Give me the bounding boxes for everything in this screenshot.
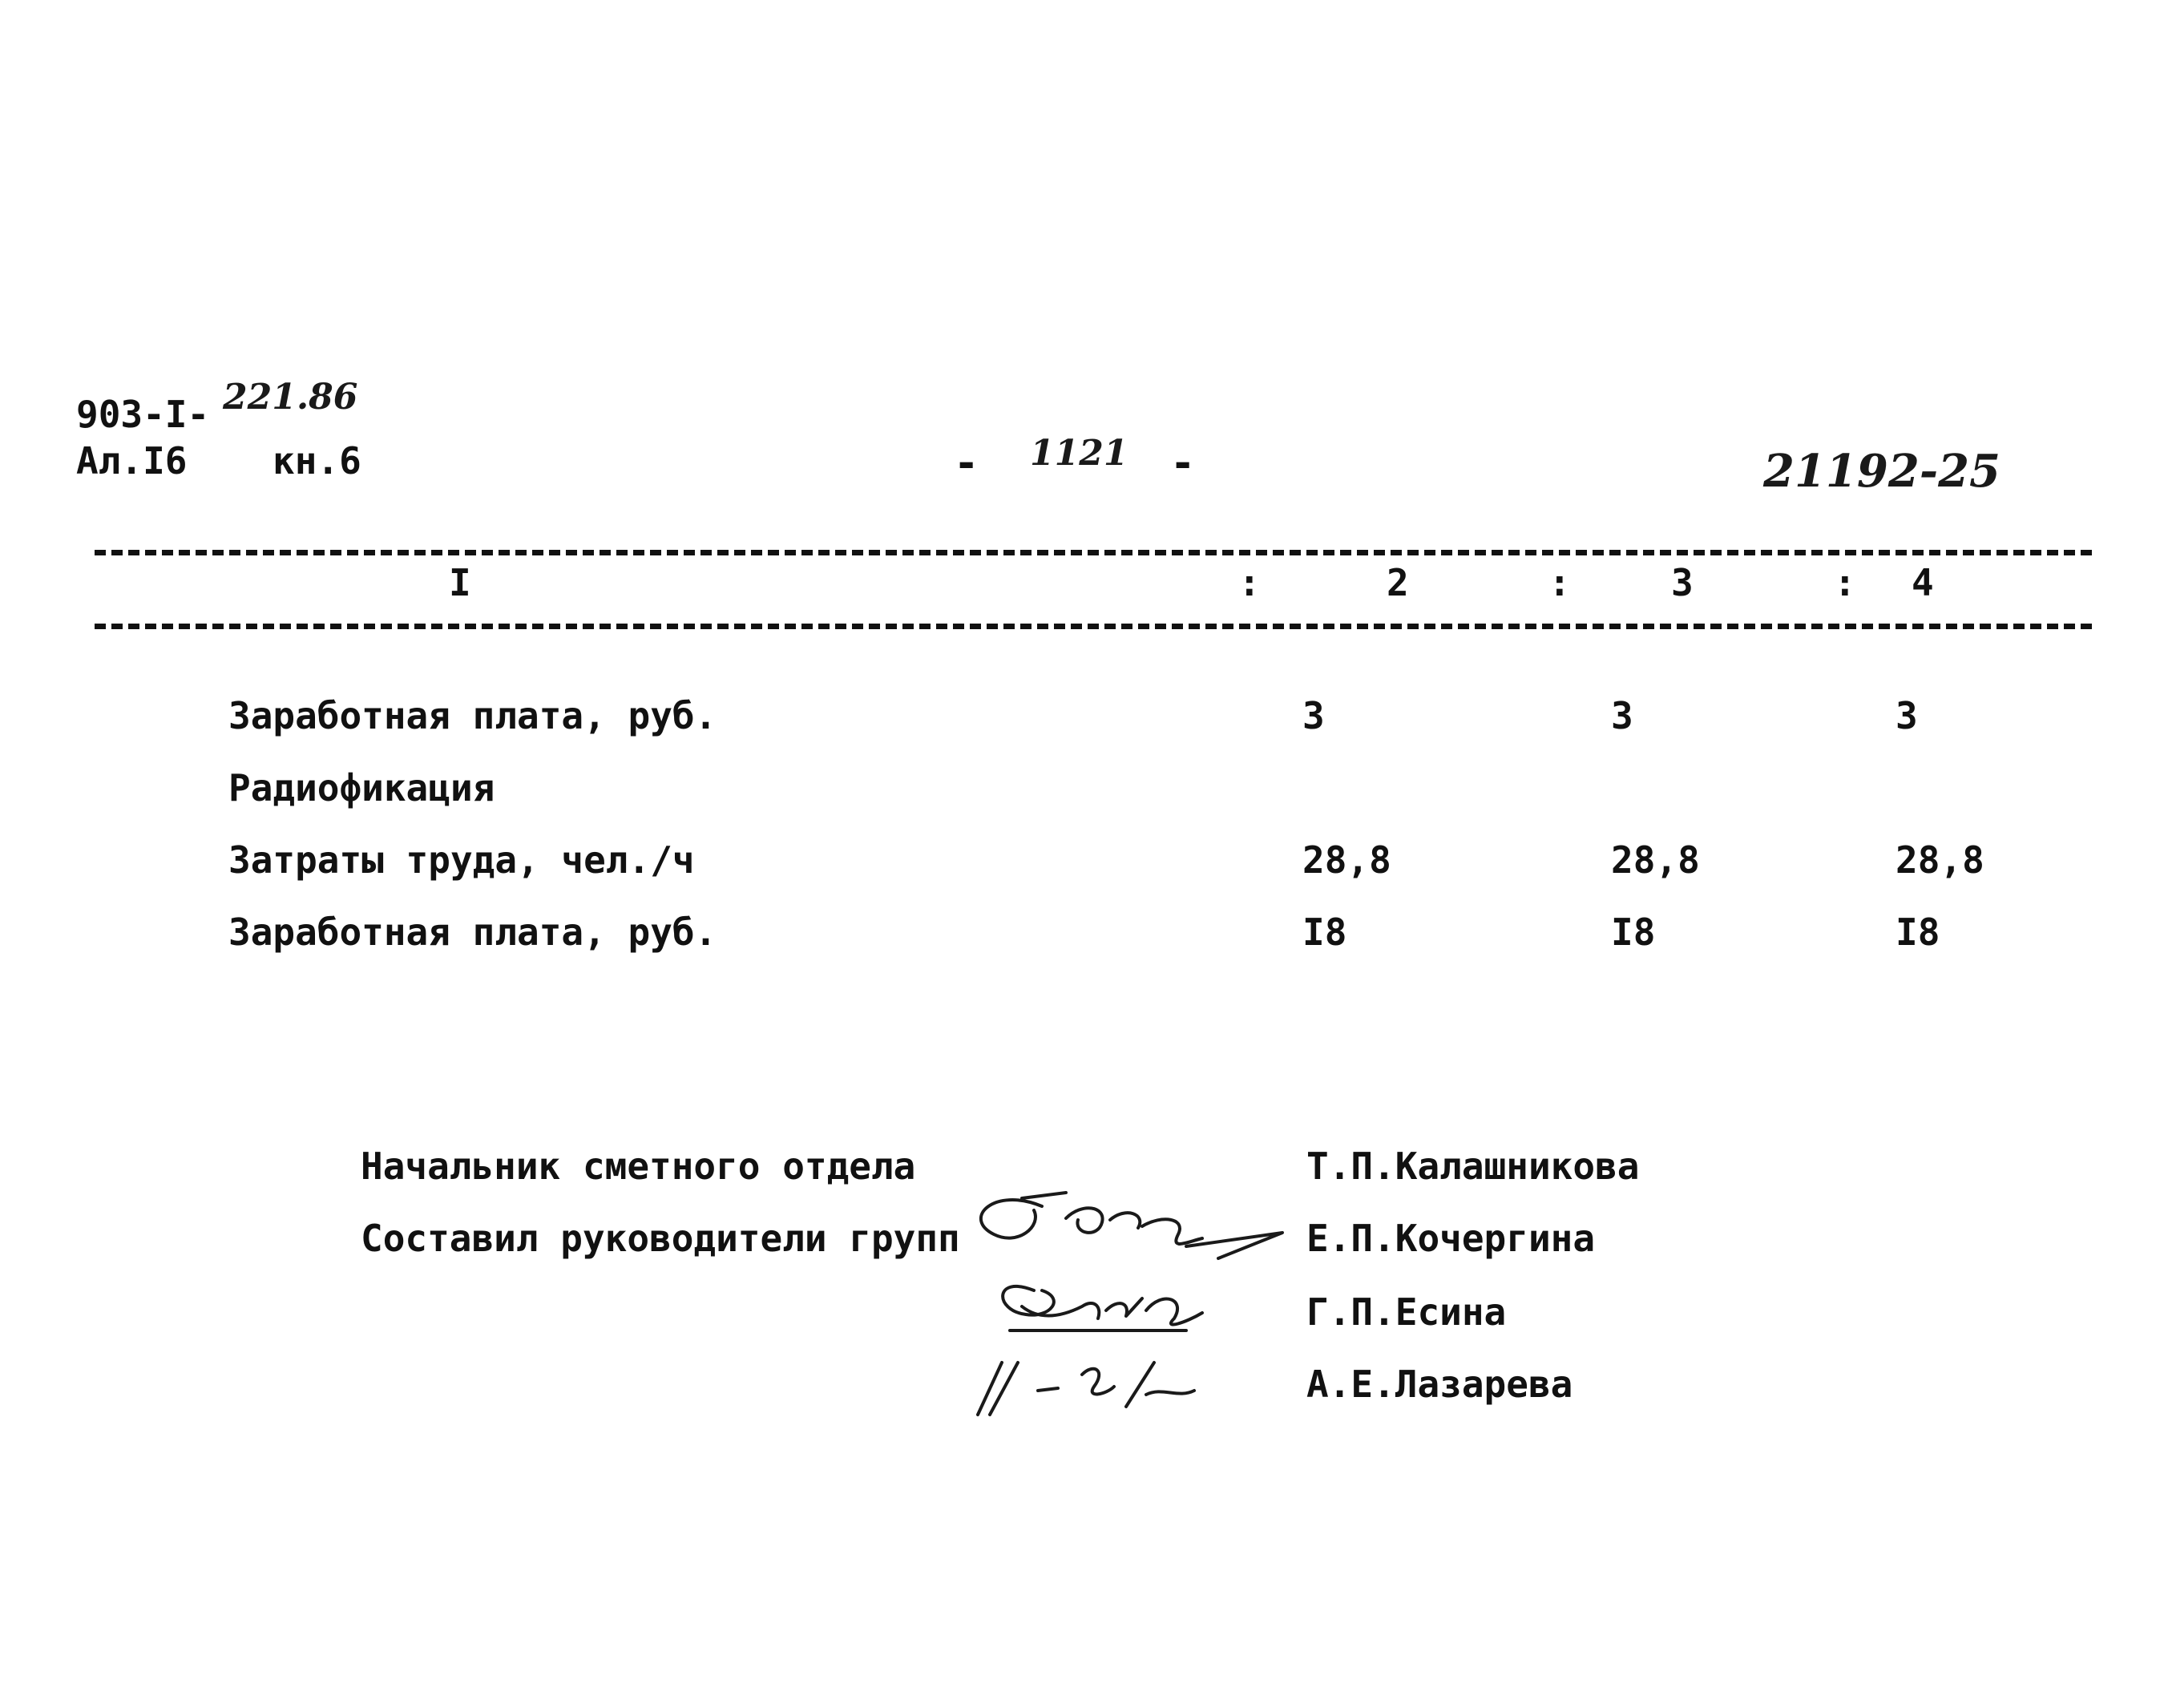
signature-role-compiled-by: Составил руководители групп xyxy=(361,1217,960,1260)
signature-role-head-of-department: Начальник сметного отдела xyxy=(361,1145,916,1188)
row-label: Затраты труда, чел./ч xyxy=(228,838,695,882)
cell-value: 28,8 xyxy=(1611,838,1700,882)
row-label: Заработная плата, руб. xyxy=(228,694,717,737)
cell-value: 28,8 xyxy=(1896,838,1984,882)
page-number-dash-right: - xyxy=(1170,439,1196,487)
archive-number: 21192-25 xyxy=(1763,445,2000,498)
row-label: Заработная плата, руб. xyxy=(228,911,717,954)
table-header-bottom-rule xyxy=(95,624,2092,629)
column-separator: : xyxy=(1548,561,1571,604)
signatory-name: Г.П.Есина xyxy=(1306,1290,1507,1334)
column-separator: : xyxy=(1238,561,1261,604)
document-code: 903-I- xyxy=(76,393,210,436)
cell-value: 3 xyxy=(1302,694,1325,737)
document-code-handwritten: 221.86 xyxy=(223,377,358,418)
cell-value: 28,8 xyxy=(1302,838,1391,882)
book-reference: кн.6 xyxy=(273,439,361,483)
cell-value: I8 xyxy=(1302,911,1347,954)
column-header-1: I xyxy=(449,561,471,604)
cell-value: 3 xyxy=(1896,694,1918,737)
column-header-3: 3 xyxy=(1671,561,1694,604)
page-number: 1121 xyxy=(1030,433,1128,474)
column-header-2: 2 xyxy=(1387,561,1409,604)
signatory-name: А.Е.Лазарева xyxy=(1306,1363,1573,1406)
cell-value: I8 xyxy=(1896,911,1940,954)
sheet-reference: Ал.I6 xyxy=(76,439,188,483)
row-label: Радиофикация xyxy=(228,766,495,810)
table-top-rule xyxy=(95,550,2092,555)
handwritten-signatures xyxy=(946,1170,1314,1427)
cell-value: 3 xyxy=(1611,694,1633,737)
signatory-name: Е.П.Кочергина xyxy=(1306,1217,1596,1260)
column-header-4: 4 xyxy=(1912,561,1934,604)
column-separator: : xyxy=(1834,561,1856,604)
cell-value: I8 xyxy=(1611,911,1656,954)
page-number-dash-left: - xyxy=(954,439,979,487)
signatory-name: Т.П.Калашникова xyxy=(1306,1145,1640,1188)
